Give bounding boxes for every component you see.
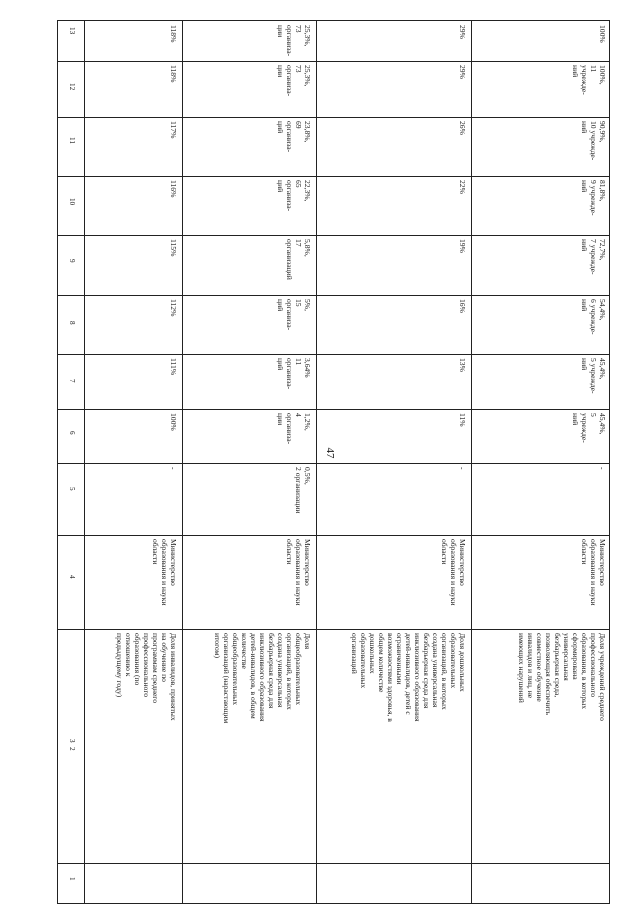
- table-cell-r4-c11: [472, 118, 610, 175]
- cell-text: -: [458, 467, 467, 470]
- header-label: 10: [68, 198, 76, 206]
- table-cell-r3-c10: [317, 177, 470, 234]
- table-cell-r2-c8: [183, 296, 315, 353]
- table-cell-r1-c8: [85, 296, 181, 353]
- cell-text: 16%: [458, 299, 467, 313]
- cell-text: 5%, 15 организа- ций: [276, 299, 312, 331]
- divider: [58, 863, 609, 864]
- header-label: 8: [68, 321, 76, 325]
- table-cell-r3-c3: [317, 630, 470, 862]
- table-cell-r1-c7: [85, 355, 181, 408]
- table-cell-r4-c9: [472, 236, 610, 294]
- table-cell-r3-c13: [317, 22, 470, 60]
- header-label: 5: [68, 487, 76, 491]
- cell-text: 19%: [458, 239, 467, 253]
- cell-text: 118%: [169, 65, 178, 83]
- header-label: 4: [68, 575, 76, 579]
- header-label: 13: [68, 27, 76, 35]
- header-cell-5: [58, 463, 84, 517]
- table-cell-r3-c11: [317, 118, 470, 175]
- cell-text: 26%: [458, 121, 467, 135]
- header-cell-13-label: [58, 23, 84, 43]
- cell-text: 118%: [169, 25, 178, 43]
- cell-text: Министерство образования и науки области: [440, 539, 467, 606]
- cell-text: 115%: [169, 239, 178, 257]
- header-label: 9: [68, 259, 76, 263]
- header-label: 7: [68, 379, 76, 383]
- table-cell-r4-c6: [472, 410, 610, 462]
- header-label: 11: [68, 137, 76, 144]
- cell-text: -: [598, 467, 607, 470]
- table-cell-r4-c4: [472, 536, 610, 628]
- table-cell-r4-c7: [472, 355, 610, 408]
- table-cell-r2-c7: [183, 355, 315, 408]
- header-cell-10: [58, 176, 84, 235]
- cell-text: 45,4%, 5 учрежде- ний: [571, 413, 607, 443]
- cell-text: 29%: [458, 25, 467, 39]
- cell-text: Доля общеобразовательных организаций, в которых создана универсальная безбарьерная среда для инклюзивного образования детей-инвалидов, в общем количестве общеобразовательных организаций (нарастающим итогом): [213, 633, 312, 724]
- header-cell-6: [58, 409, 84, 464]
- table-cell-r3-c8: [317, 296, 470, 353]
- cell-text: -: [169, 467, 178, 470]
- table-cell-r2-c9: [183, 236, 315, 294]
- header-label: 1: [68, 877, 76, 881]
- cell-text: 0,5%, 2 организации: [294, 467, 312, 514]
- table-cell-r3-c5: [317, 464, 470, 534]
- table-cell-r1-c6: [85, 410, 181, 462]
- cell-text: 90,9%, 10 учрежде- ний: [580, 121, 607, 161]
- header-cell-4: [58, 535, 84, 607]
- cell-text: 54,4%, 6 учрежде- ний: [580, 299, 607, 335]
- cell-text: 29%: [458, 65, 467, 79]
- header-label: 12: [68, 83, 76, 91]
- header-cell-7: [58, 354, 84, 413]
- table-cell-r4-c5: [472, 464, 610, 534]
- table-cell-r3-c4: [317, 536, 470, 628]
- table-cell-r1-c12: [85, 62, 181, 116]
- cell-text: 100%: [598, 25, 607, 43]
- cell-text: 1,2%, 4 организа- ции: [276, 413, 312, 445]
- cell-text: 100%, 11 учрежде- ний: [571, 65, 607, 95]
- table-cell-r2-c11: [183, 118, 315, 175]
- table-cell-r1-c4: [85, 536, 181, 628]
- table-cell-r2-c10: [183, 177, 315, 234]
- header-cell-8: [58, 295, 84, 355]
- table-cell-r2-c3: [183, 630, 315, 862]
- cell-text: 81,8%, 9 учрежде- ний: [580, 180, 607, 216]
- table-cell-r1-c11: [85, 118, 181, 175]
- header-cell-11: [58, 117, 84, 176]
- cell-text: 13%: [458, 358, 467, 372]
- table-cell-r3-c6: [317, 410, 470, 462]
- table-cell-r2-c4: [183, 536, 315, 628]
- header-cell-9: [58, 235, 84, 294]
- cell-text: 116%: [169, 180, 178, 198]
- table-cell-r4-c13: [472, 22, 610, 60]
- cell-text: 3,64% 11 организа- ций: [276, 358, 312, 390]
- cell-text: 25,3%, 73 организа- ции: [276, 65, 312, 97]
- table-cell-r4-c8: [472, 296, 610, 353]
- table-cell-r3-c7: [317, 355, 470, 408]
- cell-text: 22%: [458, 180, 467, 194]
- table-cell-r1-c13: [85, 22, 181, 60]
- header-label: 2: [68, 747, 76, 751]
- table-cell-r4-c10: [472, 177, 610, 234]
- table-cell-r4-c3: [472, 630, 610, 862]
- cell-text: 23,8%, 69 организа- ций: [276, 121, 312, 153]
- cell-text: Министерство образования и науки области: [285, 539, 312, 606]
- header-cell-2: [58, 863, 84, 903]
- cell-text: Доля учреждений среднего профессионального образования, в которых сформирована универсальная безбарьерная среда, позволяющая обеспечить совместное обучение инвалидов и лиц, не имеющих нарушений: [517, 633, 607, 721]
- cell-text: 11%: [458, 413, 467, 427]
- divider: [58, 629, 609, 630]
- cell-text: 111%: [169, 358, 178, 376]
- page-number: 47: [324, 447, 336, 459]
- header-label: 6: [68, 431, 76, 435]
- table-cell-r1-c9: [85, 236, 181, 294]
- header-label: 3: [68, 739, 76, 743]
- header-cell-12: [58, 61, 84, 117]
- table-cell-r2-c5: [183, 464, 315, 534]
- cell-text: 100%: [169, 413, 178, 431]
- cell-text: Доля дошкольных образовательных организаций, в которых создана универсальная безбарьерная среда для инклюзивного образования детей-инвалидов, детей с ограниченными возможностями здоровья, в общем количестве дошкольных образовательных организаций: [350, 633, 467, 722]
- cell-text: 112%: [169, 299, 178, 317]
- data-table: [57, 20, 610, 904]
- table-cell-r3-c12: [317, 62, 470, 116]
- cell-text: 45,4%, 5 учрежде- ний: [580, 358, 607, 394]
- header-cell-col2: [58, 721, 84, 781]
- table-cell-r1-c10: [85, 177, 181, 234]
- cell-text: Доля инвалидов, принятых на обучение по программам среднего профессионального образования (по отношению к предыдущему году): [115, 633, 178, 721]
- table-cell-r1-c3: [85, 630, 181, 862]
- table-cell-r2-c13: [183, 22, 315, 60]
- cell-text: Министерство образования и науки области: [151, 539, 178, 606]
- cell-text: 72,7%, 7 учрежде- ний: [580, 239, 607, 275]
- table-cell-r1-c5: [85, 464, 181, 534]
- cell-text: 117%: [169, 121, 178, 139]
- table-cell-r2-c6: [183, 410, 315, 462]
- cell-text: 5,8%, 17 организаций: [285, 239, 312, 280]
- cell-text: Министерство образования и науки области: [580, 539, 607, 606]
- table-cell-r3-c9: [317, 236, 470, 294]
- table-cell-r2-c12: [183, 62, 315, 116]
- cell-text: 22,3%, 65 организа- ций: [276, 180, 312, 212]
- cell-text: 25,3%, 73 организа- ции: [276, 25, 312, 57]
- table-cell-r4-c12: [472, 62, 610, 116]
